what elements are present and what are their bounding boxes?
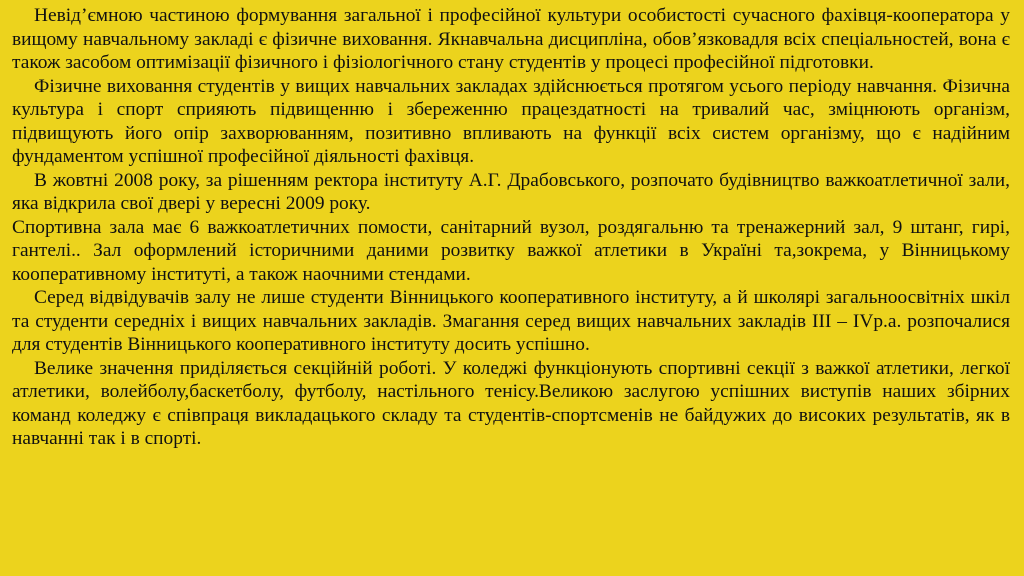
slide-text-body xyxy=(12,4,1010,451)
paragraph-hall-visitors: Серед відвідувачів залу не лише студенти Вінницького кооперативного інституту, а й школярі загальноосвітніх шкіл та студенти середніх і вищих навчальних закладів. Змагання серед вищих навчальних закладів ІІІ – ІVр.а. розпочалися для студентів Вінницького кооперативного інституту досить успішно. xyxy=(12,287,1010,355)
paragraph-hall-construction: В жовтні 2008 року, за рішенням ректора інституту А.Г. Драбовського, розпочато будівництво важкоатлетичної зали, яка відкрила свої двері у вересні 2009 року. xyxy=(12,169,1010,214)
paragraph-physical-education-benefits: Фізичне виховання студентів у вищих навчальних закладах здійснюється протягом усього періоду навчання. Фізична культура і спорт сприяють підвищенню і збереженню працездатності на тривалий час, зміцнюють організм, підвищують його опір захворюванням, позитивно впливають на функції всіх систем організму, що є надійним фундаментом успішної професійної діяльності фахівця. xyxy=(12,75,1010,167)
paragraph-physical-education-intro: Невід’ємною частиною формування загальної і професійної культури особистості сучасного фахівця-кооператора у вищому навчальному закладі є фізичне виховання. Якнавчальна дисципліна, обов’язковадля всіх спеціальностей, вона є також засобом оптимізації фізичного і фізіологічного стану студентів у процесі професійної підготовки. xyxy=(12,5,1010,73)
paragraph-sports-sections: Велике значення приділяється секційній роботі. У коледжі функціонують спортивні секції з важкої атлетики, легкої атлетики, волейболу,баскетболу, футболу, настільного тенісу.Великою заслугою успішних виступів наших збірних команд коледжу є співпраця викладацького складу та студентів-спортсменів не байдужих до високих результатів, як в навчанні так і в спорті. xyxy=(12,357,1010,449)
paragraph-hall-equipment: Спортивна зала має 6 важкоатлетичних помости, санітарний вузол, роздягальню та тренажерний зал, 9 штанг, гирі, гантелі.. Зал оформлений історичними даними розвитку важкої атлетики в Україні та,зокрема, у Вінницькому кооперативному інституті, а також наочними стендами. xyxy=(12,216,1010,285)
